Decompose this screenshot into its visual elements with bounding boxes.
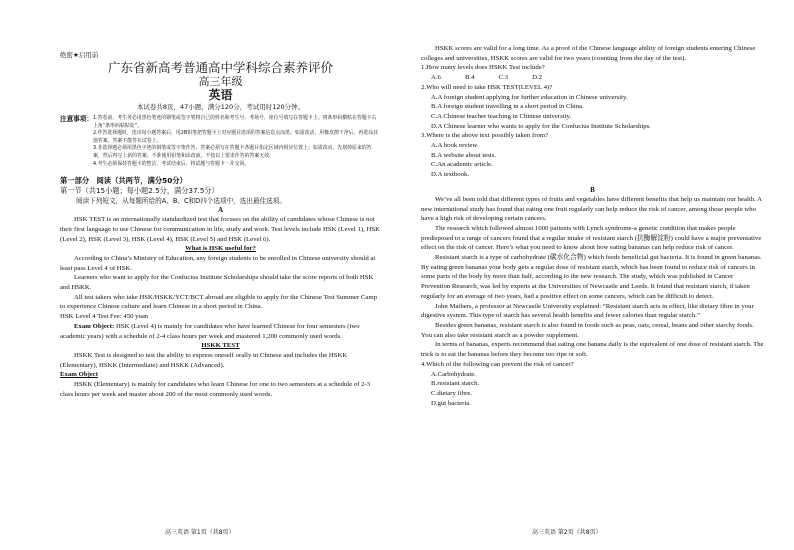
question: 3.Where is the above text possibly taken from? [421, 132, 549, 140]
notice-list [93, 115, 381, 168]
paragraph: HSKK Test is designed to test the ability to express oneself orally in Chinese and includes the HSKK (Elementary), HSKK (Intermediate) and HSKK (Advanced). [60, 352, 348, 369]
footer-right: 高三英语 第2页（共8页） [532, 529, 602, 536]
passage-label-a: A [217, 206, 224, 215]
subject-title: 英语 [208, 88, 233, 102]
paragraph [60, 322, 381, 341]
option: D.2 [532, 74, 543, 82]
option: C.An academic article. [431, 161, 493, 169]
paragraph: HSK TEST is an internationally standardized test that focuses on the ability of candidates whose Chinese is not their first language to use Chinese for communication in life, study and work. Test levels include HSK (Level 1), HSK (Level 2), HSK (Level 3), HSK (Level 4), HSK (Level 5) and HSK (Level 6). [60, 216, 380, 243]
option: C.dietary fibre. [431, 389, 473, 397]
notice-label: 注意事项： [60, 115, 93, 123]
question: 1.How many levels does HSKK Test include? [421, 64, 545, 72]
right-page [397, 0, 794, 550]
passage-label-b: B [590, 185, 595, 194]
footer-left: 高三英语 第1页（共8页） [165, 529, 235, 536]
option: B.resistant starch. [431, 380, 480, 388]
option: D.A textbook. [431, 171, 470, 179]
exam-title: 广东省新高考普通高中学科综合素养评价 [107, 60, 333, 75]
option: A.Carbohydrate. [431, 370, 476, 378]
question: 2.Who will need to take HSK TEST(LEVEL 4)? [421, 83, 553, 91]
part-title: 第一部分 阅读（共两节，满分50分） [60, 176, 187, 186]
passage-a-continued [421, 44, 764, 180]
notice-item: 3.非选择题必须用黑色字迹的钢笔或签字笔作答，答案必须写在答题卡各题目指定区域内相应位置上；如需改动，先划掉原来的答案，然后再写上新的答案；不准使用铅笔和涂改液。不按以上要求作答的答案无效。 [92, 145, 372, 159]
notice-item: 4.考生必须保持答题卡的整洁，考试结束后，将试题与答题卡一并交回。 [92, 160, 250, 167]
paragraph: The research which followed almost 1000 patients with Lynch syndrome-a genetic condition that makes people predisposed to a range of cancers found that a regular intake of resistant starch (抗酶解淀粉) could have a major preventative effect on the risk of cancer. Here’s what you need to know about how eating bananas can help reduce risk of cancer. [421, 224, 762, 252]
paragraph: Learners who want to apply for the Confucius Institute Scholarships should take the score reports of both HSK and HSKK. [60, 274, 374, 292]
paragraph: In terms of bananas, experts recommend that eating one banana daily is the equivalent of one dose of resistant starch. The trick is to eat the bananas before they become too ripe or soft. [421, 341, 764, 359]
subheading: What is HSK useful for? [185, 245, 256, 253]
paragraph: HSKK (Elementary) is mainly for candidates who learn Chinese for one to two semesters at a schedule of 2-3 class hours per week and master about 200 of the most commonly used words. [60, 381, 371, 398]
passage-b [421, 195, 764, 408]
fee-line: HSK Level 4 Test Fee: 450 yuan [60, 313, 149, 321]
exam-info: 本试卷共8页，47小题，满分120分，考试用时120分钟。 [136, 103, 305, 111]
exam-object-label: Exam Object: [74, 322, 115, 330]
paragraph: All test takers who take HSK/HSKK/YCT/BCT abroad are eligible to apply for the Chinese Test Summer Camp to experience Chinese culture and learn Chinese in a short period in China. [60, 293, 377, 311]
option: A.A book review. [431, 142, 479, 150]
confidential-tag: 绝密★启用前 [60, 51, 99, 59]
option: C.3 [498, 74, 509, 82]
option: D.gut bacteria. [431, 399, 471, 407]
option: B.A website about tests. [431, 151, 497, 159]
option: D.A Chinese learner who wants to apply for the Confucius Institute Scholarships. [431, 122, 651, 130]
option: B.4 [464, 74, 475, 82]
instruction: 阅读下列短文，从每题所给的A、B、C和D四个选项中，选出最佳选项。 [76, 197, 286, 206]
subheading: HSKK TEST [201, 342, 240, 350]
subheading: Exam Object [60, 371, 99, 379]
notice-item: 1.答卷前，考生务必用黑色笔迹的钢笔或签字笔将自己的姓名和考生号、考场号、座位号填写在答题卡上。将条形码横贴在答题卡右上角“条形码粘贴处”。 [92, 115, 377, 129]
paragraph: According to China’s Ministry of Education, any foreign students to be enrolled in Chinese university should at least pass Level 4 of HSK. [60, 254, 376, 272]
option: B.A foreign student travelling in a short period in China. [431, 103, 584, 111]
paragraph: Besides green bananas, resistant starch is also found in foods such as peas, oats, cereal, beans and other starchy foods. You can also take resistant starch as a powder supplement. [421, 321, 754, 339]
paragraph: HSKK scores are valid for a long time. As a proof of the Chinese language ability of foreign students entering Chinese colleges and universities, HSKK scores are valid for two years (counting from the day of the test). [421, 45, 756, 62]
paragraph: Resistant starch is a type of carbohydrate (碳水化合物) which feeds beneficial gut bacteria. It is found in green bananas. By eating green bananas your body gets a regular dose of resistant starch, which has been found to reduce risk of cancers in some parts of the body by more than half, according to the new research. The study, which was published in Cancer Prevention Research, was led by experts at the Universities of Newcastle and Leeds. It found that resistant starch, if taken regularly for an average of two years, had a positive effect on some cancers, which can be difficult to detect. [421, 254, 762, 300]
option: A.A foreign student applying for further education in Chinese university. [431, 93, 628, 101]
paragraph: We’ve all been told that different types of fruits and vegetables have different benefits that help us maintain our health. A new international study has found that eating one fruit regularly can help reduce the risk of cancer, among those people who have a high risk of developing certain cancers. [421, 195, 762, 223]
passage-a [60, 215, 381, 399]
exam-object-text: HSK (Level 4) is mainly for candidates who have learned Chinese for four semesters (two academic years) with a schedule of 2-4 class hours per week and mastered 1,200 commonly used words. [60, 322, 360, 340]
notice-block [60, 115, 381, 168]
question: 4.Which of the following can prevent the risk of cancer? [421, 360, 574, 368]
section-title: 第一节（共15小题；每小题2.5分，满分37.5分） [60, 186, 219, 196]
option: C.A Chinese teacher teaching in Chinese university. [431, 112, 572, 120]
option: A.6 [431, 74, 441, 82]
grade-label: 高三年级 [198, 75, 243, 88]
option-row [421, 73, 764, 83]
paragraph: John Mathers, a professor at Newcastle University explained: “Resistant starch acts in effect, like dietary fibre in your digestive system. This type of starch has several health benefits and fewer calories than regular starch.” [421, 302, 754, 320]
notice-item: 2.作答选择题时，选出每小题答案后，用2B铅笔把答题卡上对应题目选项的答案信息点涂黑；如需改动，用橡皮擦干净后，再选涂其他答案。答案不能答在试卷上。 [92, 130, 378, 144]
